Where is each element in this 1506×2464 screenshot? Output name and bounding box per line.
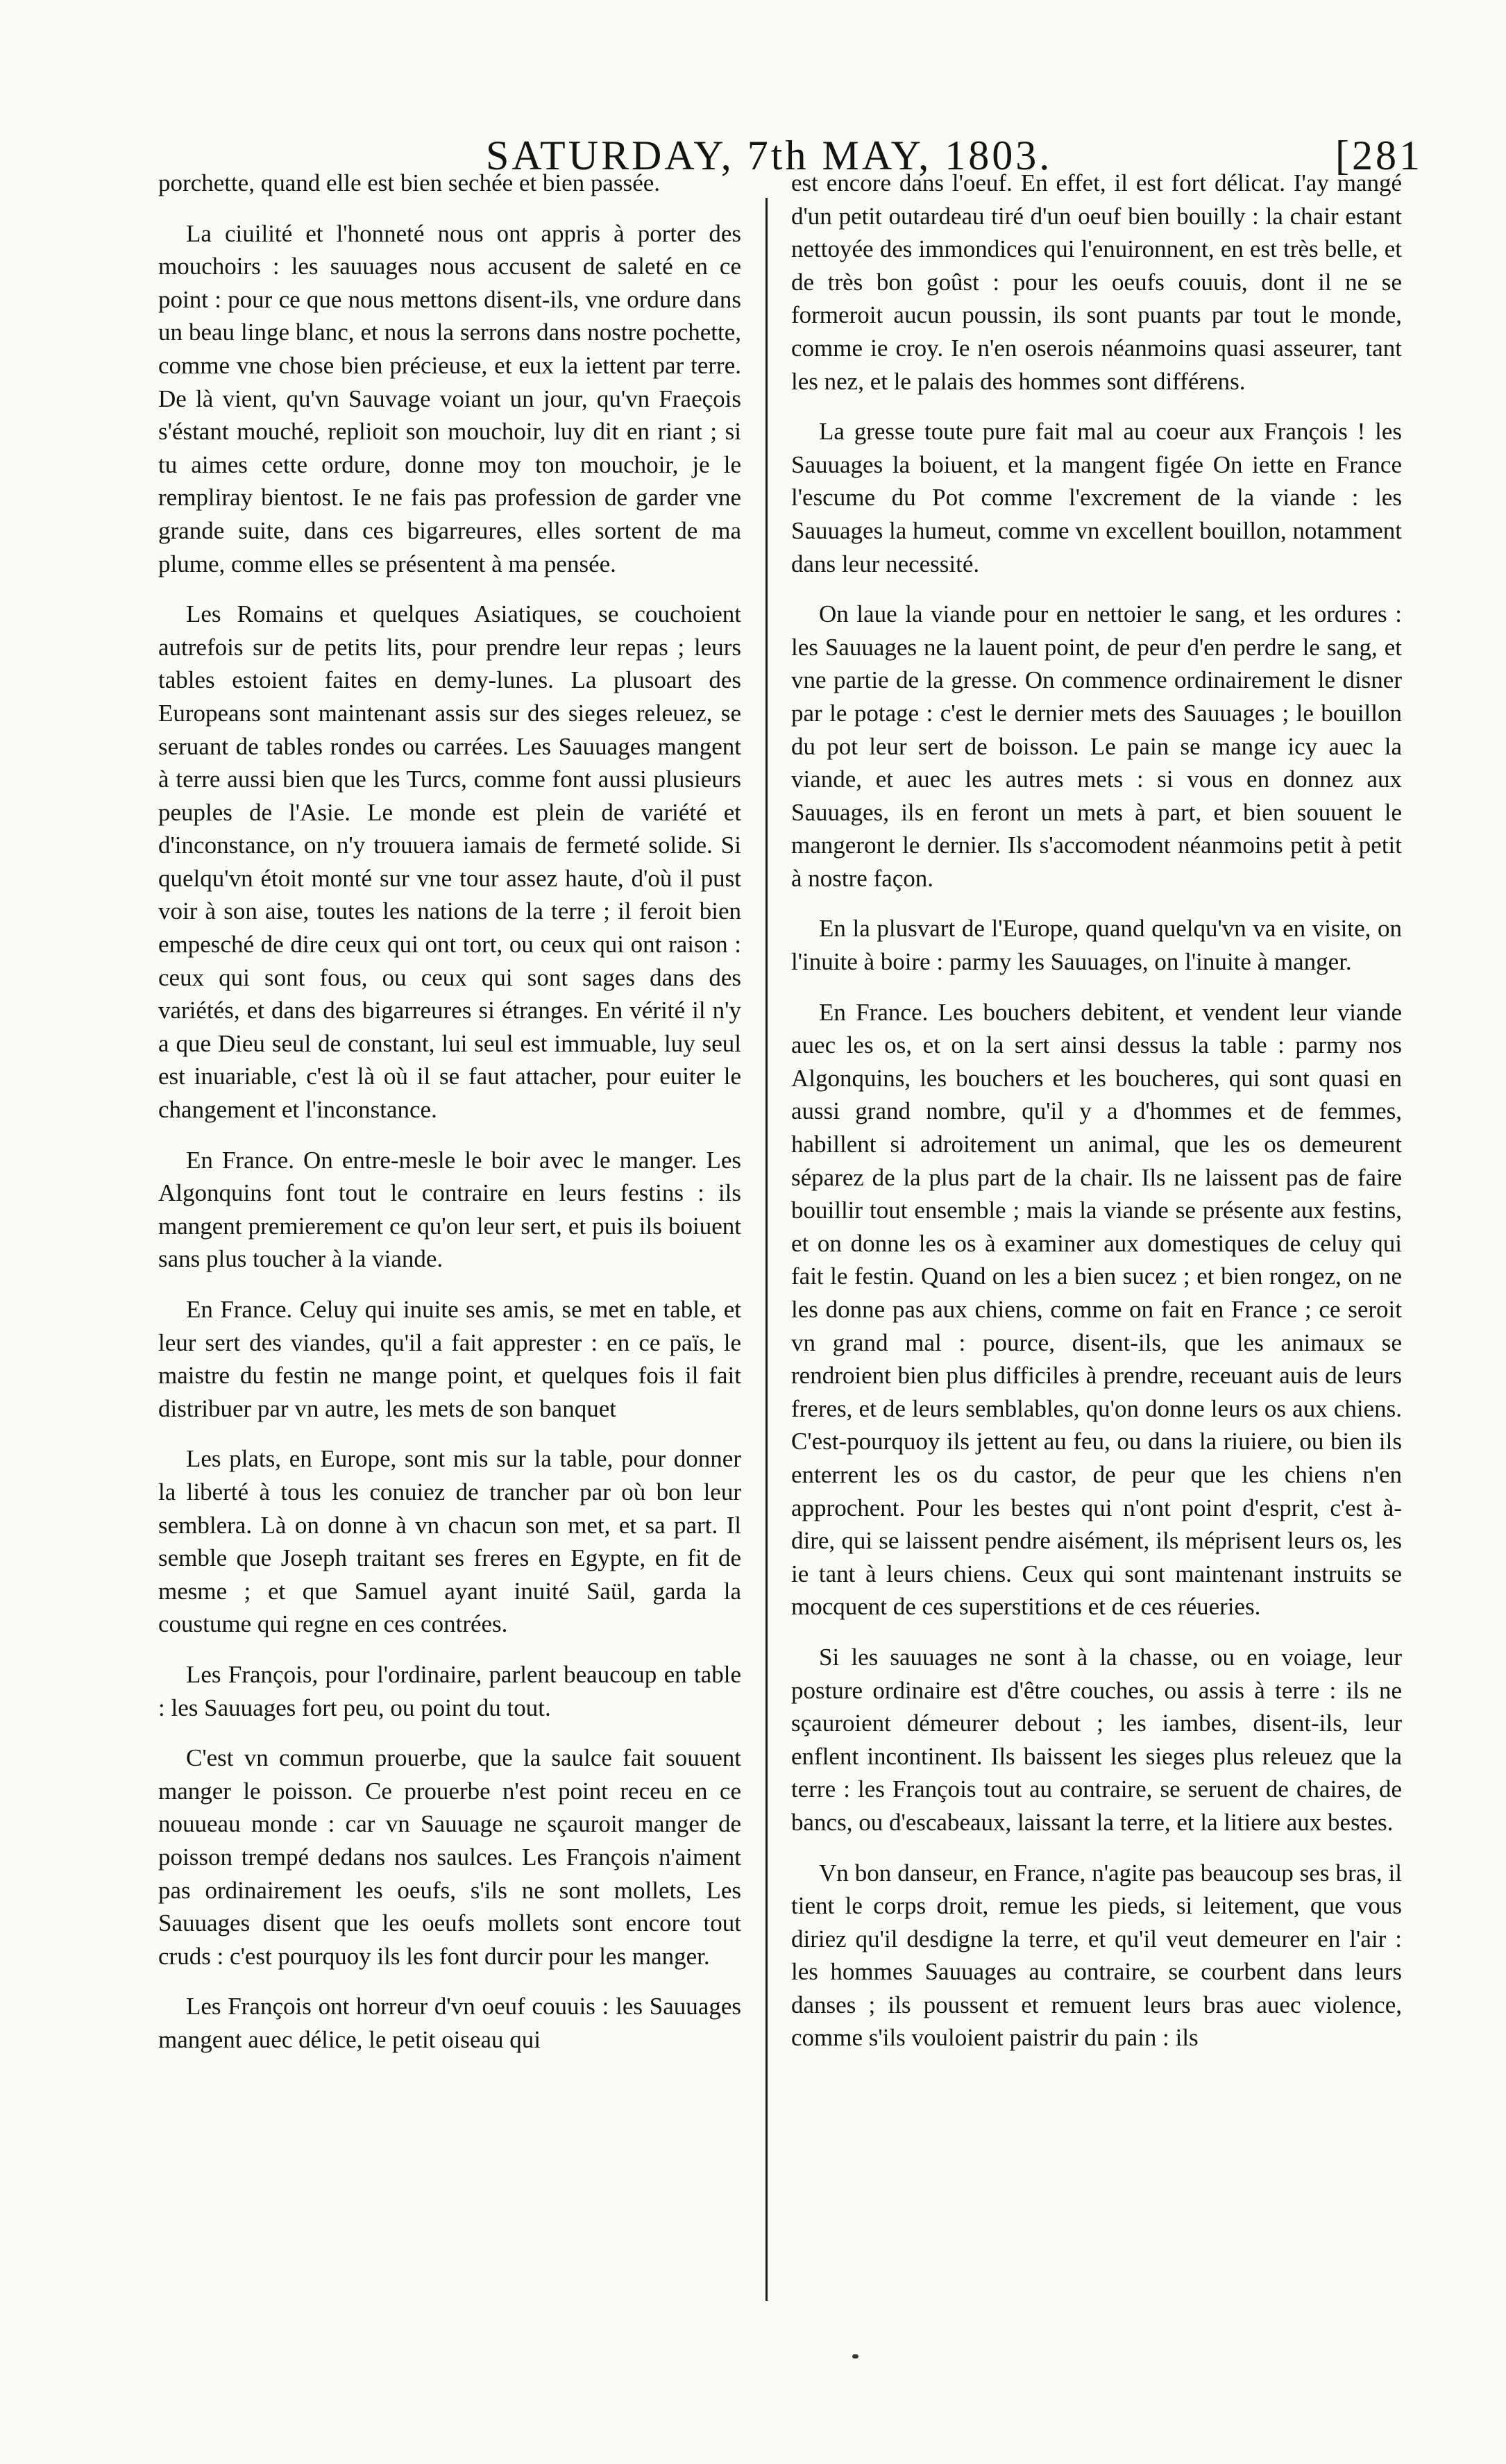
paragraph: En France. On entre-mesle le boir avec le manger. Les Algonquins font tout le contraire en leurs festins : ils mangent premierement ce qu'on leur sert, et puis ils boiuent sans plus toucher à la viande.: [158, 1146, 741, 1273]
paragraph: La ciuilité et l'honneté nous ont appris à porter des mouchoirs : les sauuages nous accusent de saleté en ce point : pour ce que nous mettons disent-ils, vne ordure dans un beau linge blanc, et nous la serrons dans nostre pochette, comme vne chose bien précieuse, et eux la iettent par terre. De là vient, qu'vn Sauvage voiant un jour, qu'vn Fraeçois s'éstant mouché, replioit son mouchoir, luy dit en riant ; si tu aimes cette ordure, donne moy ton mouchoir, je le rempliray bientost. Ie ne fais pas profession de garder vne grande suite, dans ces bigarreures, elles sortent de ma plume, comme elles se présentent à ma pensée.: [158, 219, 741, 577]
paragraph: Les François ont horreur d'vn oeuf couuis : les Sauuages mangent auec délice, le petit oiseau qui: [158, 1993, 741, 2053]
paragraph: Les François, pour l'ordinaire, parlent beaucoup en table : les Sauuages fort peu, ou point du tout.: [158, 1660, 741, 1721]
left-column: [158, 167, 741, 2374]
ink-speck: [852, 2354, 858, 2358]
paragraph: porchette, quand elle est bien sechée et bien passée.: [158, 169, 661, 196]
column-divider: [765, 198, 768, 2301]
paragraph: En la plusvart de l'Europe, quand quelqu'vn va en visite, on l'inuite à boire : parmy les Sauuages, on l'inuite à manger.: [791, 915, 1402, 976]
page-number: [281: [1335, 133, 1423, 178]
right-column: [791, 167, 1402, 2374]
paragraph: En France. Celuy qui inuite ses amis, se met en table, et leur sert des viandes, qu'il a fait apprester : en ce païs, le maistre du festin ne mange point, et quelques fois il fait distribuer par vn autre, les mets de son banquet: [158, 1296, 741, 1422]
paragraph: C'est vn commun prouerbe, que la saulce fait souuent manger le poisson. Ce prouerbe n'est point receu en ce nouueau monde : car vn Sauuage ne sçauroit manger de poisson trempé dedans nos saulces. Les François n'aiment pas ordinairement les oeufs, s'ils ne sont mollets, Les Sauuages disent que les oeufs mollets sont encore tout cruds : c'est pourquoy ils les font durcir pour les manger.: [158, 1744, 741, 1970]
paragraph: Si les sauuages ne sont à la chasse, ou en voiage, leur posture ordinaire est d'être couches, ou assis à terre : ils ne sçauroient démeurer debout ; les iambes, disent-ils, leur enflent incontinent. Ils baissent les sieges plus releuez que la terre : les François tout au contraire, se seruent de chaires, de bancs, ou d'escabeaux, laissant la terre, et la litiere aux bestes.: [791, 1643, 1402, 1836]
date-heading: SATURDAY, 7th MAY, 1803.: [486, 133, 1053, 178]
paragraph: On laue la viande pour en nettoier le sang, et les ordures : les Sauuages ne la lauent point, de peur d'en perdre le sang, et vne partie de la gresse. On commence ordinairement le disner par le potage : c'est le dernier mets des Sauuages ; le bouillon du pot leur sert de boisson. Le pain se mange icy auec la viande, et auec les autres mets : si vous en donnez aux Sauuages, ils en feront un mets à part, et bien souuent le mangeront le dernier. Ils s'accomodent néanmoins petit à petit à nostre façon.: [791, 600, 1402, 892]
paragraph: La gresse toute pure fait mal au coeur aux François ! les Sauuages la boiuent, et la mangent figée On iette en France l'escume du Pot comme l'excrement de la viande : les Sauuages la humeut, comme vn excellent bouillon, notamment dans leur necessité.: [791, 418, 1402, 577]
paragraph: En France. Les bouchers debitent, et vendent leur viande auec les os, et on la sert ainsi dessus la table : parmy nos Algonquins, les bouchers et les boucheres, qui sont quasi en aussi grand nombre, qu'il y a d'hommes et de femmes, habillent si adroitement un animal, que les os demeurent séparez de la plus part de la chair. Ils ne laissent pas de faire bouillir tout ensemble ; mais la viande se présente aux festins, et on donne les os à examiner aux domestiques de celuy qui fait le festin. Quand on les a bien sucez ; et bien rongez, on ne les donne pas aux chiens, comme on fait en France ; ce seroit vn grand mal : pource, disent-ils, que les animaux se rendroient bien plus difficiles à prendre, receuant auis de leurs freres, et de leurs semblables, qu'on donne leurs os aux chiens. C'est-pourquoy ils jettent au feu, ou dans la riuiere, ou bien ils enterrent les os du castor, de peur que les chiens n'en approchent. Pour les bestes qui n'ont point d'esprit, c'est à-dire, qui se laissent pendre aisément, ils méprisent leurs os, les ie tant à leurs chiens. Ceux qui sont maintenant instruits se mocquent de ces superstitions et de ces réueries.: [791, 998, 1402, 1621]
paragraph: est encore dans l'oeuf. En effet, il est fort délicat. I'ay mangé d'un petit outardeau tiré d'un oeuf bien bouilly : la chair estant nettoyée des immondices qui l'enuironnent, en est très belle, et de très bon goûst : pour les oeufs couuis, dont il ne se formeroit aucun poussin, ils sont puants par tout le monde, comme ie croy. Ie n'en oserois néanmoins quasi asseurer, tant les nez, et le palais des hommes sont différens.: [791, 169, 1402, 395]
paragraph: Les Romains et quelques Asiatiques, se couchoient autrefois sur de petits lits, pour prendre leur repas ; leurs tables estoient faites en demy-lunes. La plusoart des Europeans sont maintenant assis sur des sieges releuez, se seruant de tables rondes ou carrées. Les Sauuages mangent à terre aussi bien que les Turcs, comme font aussi plusieurs peuples de l'Asie. Le monde est plein de variété et d'inconstance, on n'y trouuera iamais de fermeté solide. Si quelqu'vn étoit monté sur vne tour assez haute, d'où il pust voir à son aise, toutes les nations de la terre ; il feroit bien empesché de dire ceux qui ont tort, ou ceux qui ont raison : ceux qui sont fous, ou ceux qui sont sages dans des variétés, et dans des bigarreures si étranges. En vérité il n'y a que Dieu seul de constant, lui seul est immuable, luy seul est inuariable, c'est là où il se faut attacher, pour euiter le changement et l'inconstance.: [158, 600, 741, 1124]
paragraph: Vn bon danseur, en France, n'agite pas beaucoup ses bras, il tient le corps droit, remue les pieds, si leitement, que vous diriez qu'il desdigne la terre, et qu'il veut demeurer en l'air : les hommes Sauuages au contraire, se courbent dans leurs danses ; ils poussent et remuent leurs bras auec violence, comme s'ils vouloient paistrir du pain : ils: [791, 1859, 1402, 2052]
paragraph: Les plats, en Europe, sont mis sur la table, pour donner la liberté à tous les conuiez de trancher par où bon leur semblera. Là on donne à vn chacun son met, et sa part. Il semble que Joseph traitant ses freres en Egypte, en fit de mesme ; et que Samuel ayant inuité Saül, garda la coustume qui regne en ces contrées.: [158, 1445, 741, 1638]
